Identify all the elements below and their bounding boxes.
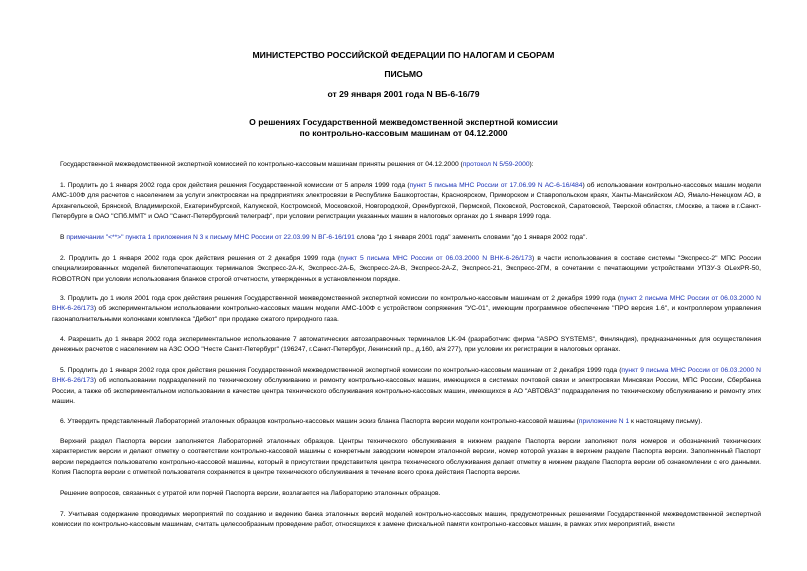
paragraph-text: 5. Продлить до 1 января 2002 года срок действия решения Государственной межведомственной экспертной комиссии по контрольно-кассовым машинам от 2 декабря 1999 года ( [60, 367, 622, 374]
paragraph [52, 489, 761, 499]
paragraph-text: ) об экспериментальном использовании контрольно-кассовых машин модели АМС-100Ф с устройством сопряжения "УС-01", имеющим программное обеспечение "ПРО версия 1.6", и контроллером управления газонаполнительными колонками комплекса "Дебют" при продаже сжатого природного газа. [52, 305, 761, 323]
paragraph [52, 233, 761, 243]
document-link[interactable]: пункт 5 письма МНС России от 06.03.2000 N ВНК-6-26/173 [340, 255, 532, 262]
paragraph [52, 335, 761, 356]
paragraph-text: ): [529, 161, 534, 168]
paragraph-text: 4. Разрешить до 1 января 2002 года экспериментальное использование 7 автоматических автозаправочных терминалов LK-94 (разработчик: фирма "ASPO SYSTEMS", Финляндия), предназначенных для осуществления денежных расчетов с населением на АЗС ООО "Несте Санкт-Петербург" (196247, г.Санкт-Петербург, Ленинский пр., д.160, а/я 277), при условии их регистрации в налоговых органах. [52, 336, 761, 354]
paragraph-text: к настоящему письму). [629, 418, 703, 425]
document-subject-line1: О решениях Государственной межведомственной экспертной комиссии [249, 117, 558, 127]
paragraph-text: ) об использовании контрольно-кассовых машин модели АМС-100Ф для расчетов с населением за услуги электросвязи на предприятиях электросвязи в Республике Башкортостан, Красноярском, Приморском и Ставропольском краях, Ханты-Мансийском АО, Ямало-Ненецком АО, в Архангельской, Брянской, Владимирской, Екатеринбургской, Калужской, Костромской, Московской, Новгородской, Оренбургской, Пермской, Псковской, Ростовской, Саратовской, Тверской областях, г.Москве, а также в г.Санкт-Петербурге в ОАО "СПб.ММТ" и ОАО "Санкт-Петербургский телеграф", при условии регистрации указанных машин в налоговых органах до 1 января 1999 года. [52, 182, 761, 220]
ministry-heading: МИНИСТЕРСТВО РОССИЙСКОЙ ФЕДЕРАЦИИ ПО НАЛОГАМ И СБОРАМ [252, 50, 555, 60]
document-link[interactable]: приложение N 1 [578, 418, 630, 425]
paragraph-text: ) в части использования в составе системы "Экспресс-2" МПС России специализированных моделей билетопечатающих терминалов Экспресс-2А-К, Экспресс-2А-Б, Экспресс-2А-В, Экспресс-2А-Z, Экспресс-21, Экспресс-2ГМ, в сочетании с печатающими устройствами УПЗУ-3 OLexPR-50, ROBOTRON при условии использования бланков строгой отчетности, утвержденных в установленном порядке. [52, 255, 761, 283]
paragraph-text: Решение вопросов, связанных с утратой или порчей Паспорта версии, возлагается на Лабораторию эталонных образцов. [60, 490, 441, 497]
paragraph [52, 417, 761, 427]
paragraph [52, 294, 761, 325]
paragraph-text: Верхний раздел Паспорта версии заполняется Лабораторией эталонных образцов. Центры технического обслуживания в нижнем разделе Паспорта версии заполняют поля номеров и обозначений технических характеристик версии и делают отметку о соответствии контрольно-кассовой машины с конкретным заводским номером эталонной версии, номер которой указан в верхнем разделе Паспорта версии. Заполненный Паспорт версии передается пользователю контрольно-кассовой машины, который в присутствии представителя центра технического обслуживания делает отметку в нижнем разделе Паспорта версии об ознакомлении с его данными. Копия Паспорта версии с отметкой пользователя сохраняется в центре технического обслуживания в течение всего срока действия Паспорта версии. [52, 438, 761, 476]
paragraph-text: 2. Продлить до 1 января 2002 года срок действия решения от 2 декабря 1999 года ( [60, 255, 341, 262]
document-link[interactable]: протокол N 5/59-2000 [462, 161, 530, 168]
paragraph [52, 160, 761, 170]
paragraph [52, 510, 761, 531]
paragraph-text: слова "до 1 января 2001 года" заменить словами "до 1 января 2002 года". [354, 234, 588, 241]
paragraph-text: В [60, 234, 67, 241]
document-link[interactable]: пункт 2 письма МНС России от 06.03.2000 N ВНК-6-26/173 [52, 295, 761, 313]
paragraph-text: 7. Учитывая содержание проводимых мероприятий по созданию и ведению банка эталонных версий моделей контрольно-кассовых машин, предусмотренных решениями Государственной межведомственной экспертной комиссии по контрольно-кассовым машинам, считать целесообразным проведение работ, относящихся к замене фискальной памяти контрольно-кассовых машин, в рамках этих мероприятий, внести [52, 511, 761, 529]
paragraph [52, 437, 761, 478]
paragraph-text: Государственной межведомственной экспертной комиссией по контрольно-кассовым машинам приняты решения от 04.12.2000 ( [60, 161, 463, 168]
paragraph-text: 1. Продлить до 1 января 2002 года срок действия решения Государственной комиссии от 5 апреля 1999 года ( [60, 182, 410, 189]
paragraph-text: ) об использовании подразделений по техническому обслуживанию и ремонту контрольно-кассовых машин, имеющихся в системах почтовой связи и электросвязи Минсвязи России, МПС России, Сбербанка России, а также об экспериментальном использовании в качестве центра технического обслуживания контрольно-кассовых машин, имеющихся в АО "АВТОВАЗ" подразделения по техническому обслуживанию и ремонту этих машин. [52, 377, 761, 405]
document-type: ПИСЬМО [384, 69, 423, 79]
document-link[interactable]: примечании "<**>" пункта 1 приложения N 3 к письму МНС России от 22.03.99 N ВГ-6-16/191 [66, 234, 355, 241]
document-link[interactable]: пункт 9 письма МНС России от 06.03.2000 N ВНК-6-26/173 [52, 367, 761, 385]
document-subject-line2: по контрольно-кассовым машинам от 04.12.2000 [299, 128, 508, 138]
document-link[interactable]: пункт 5 письма МНС России от 17.06.99 N АС-6-16/484 [409, 182, 583, 189]
paragraph [52, 181, 761, 222]
paragraph [52, 254, 761, 285]
paragraph [52, 366, 761, 407]
paragraph-text: 3. Продлить до 1 июля 2001 года срок действия решения Государственной межведомственной экспертной комиссии по контрольно-кассовым машинам от 2 декабря 1999 года ( [60, 295, 621, 302]
paragraph-text: 6. Утвердить представленный Лабораторией эталонных образцов контрольно-кассовых машин эскиз бланка Паспорта версии модели контрольно-кассовой машины ( [60, 418, 579, 425]
document-date: от 29 января 2001 года N ВБ-6-16/79 [327, 89, 480, 99]
